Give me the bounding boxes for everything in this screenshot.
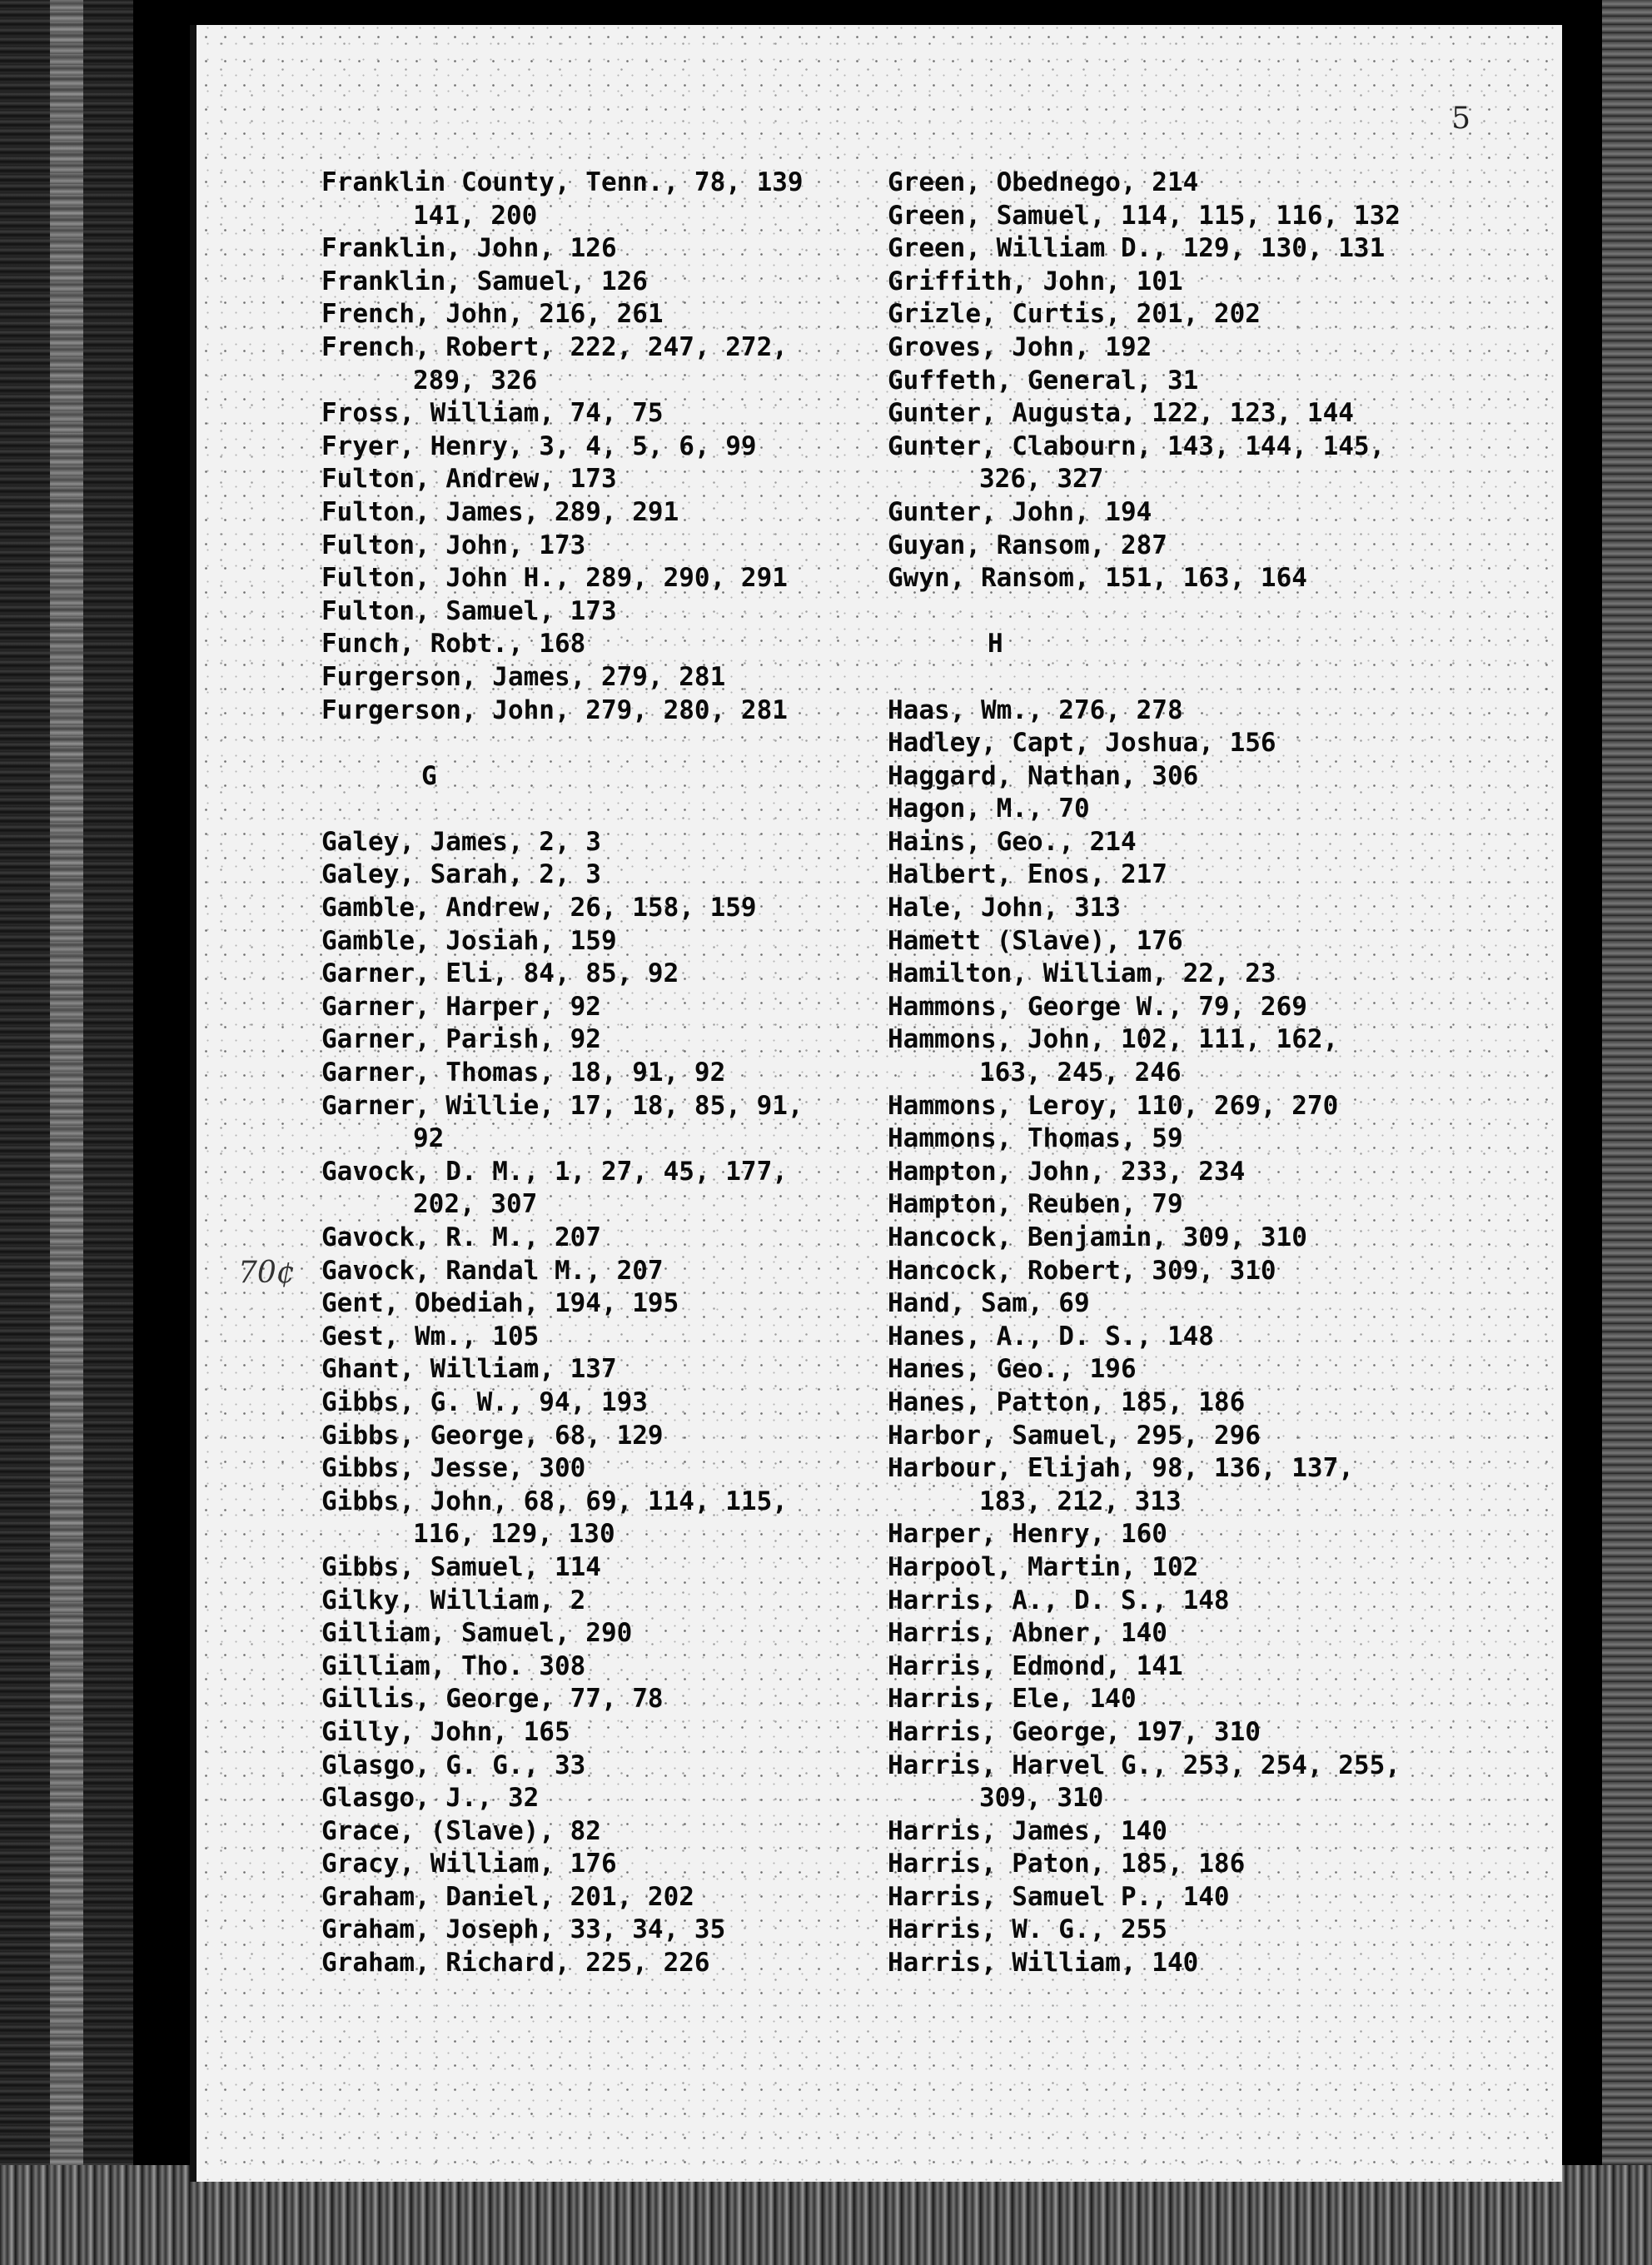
index-entry-text: Furgerson, John, 279, 280, 281 [321,694,788,725]
index-entry-text: Gilliam, Samuel, 290 [321,1618,633,1649]
index-entry-text: Harris, James, 140 [888,1815,1167,1846]
index-entry-text: Gibbs, Samuel, 114 [321,1551,601,1582]
index-entry [321,1321,871,1354]
index-entry [321,892,871,925]
index-entry [321,925,871,958]
index-entry-text: Grizle, Curtis, 201, 202 [888,299,1261,330]
index-entry-text: Harris, Edmond, 141 [888,1650,1183,1681]
index-entry [321,232,871,266]
index-entry-text: Fryer, Henry, 3, 4, 5, 6, 99 [321,431,757,461]
index-entry-text: Hains, Geo., 214 [888,826,1137,857]
index-entry-text: French, John, 216, 261 [321,299,664,330]
margin-handwritten-note: 70¢ [238,1256,296,1290]
index-entry-text: Hammons, John, 102, 111, 162, [888,1024,1339,1055]
index-page [190,25,1562,2182]
index-entry-text: Fulton, John, 173 [321,530,586,560]
index-entry [321,1750,871,1783]
index-entry-text: Gavock, R. M., 207 [321,1222,601,1252]
section-letter-h: H [988,629,1003,660]
index-entry [888,365,1504,398]
index-entry-text: Gamble, Josiah, 159 [321,925,617,956]
index-entry-text: Gavock, Randal M., 207 [321,1255,664,1286]
index-entry [888,562,1504,595]
index-entry [321,1947,871,1980]
index-entry [888,496,1504,530]
index-entry [321,694,871,728]
index-entry-continuation: 183, 212, 313 [979,1486,1182,1516]
index-entry [888,331,1504,365]
index-entry-text: Haas, Wm., 276, 278 [888,694,1183,725]
index-entry-text: Hagon, M., 70 [888,794,1090,824]
index-entry-text: Graham, Richard, 225, 226 [321,1948,710,1979]
index-entry-text: Harris, A., D. S., 148 [888,1585,1230,1615]
index-entry-continuation: 141, 200 [413,200,538,231]
index-entry-text: Gibbs, George, 68, 129 [321,1420,664,1451]
index-entry [888,397,1504,431]
section-gap [888,595,1504,629]
index-entry-text: Gillis, George, 77, 78 [321,1684,664,1715]
index-entry [888,1750,1504,1815]
index-entry-text: Gest, Wm., 105 [321,1321,540,1352]
index-entry-text: Harris, Ele, 140 [888,1684,1137,1715]
index-entry [321,562,871,595]
index-entry-text: Harris, George, 197, 310 [888,1716,1261,1747]
index-column-left [321,167,871,1980]
section-gap [888,661,1504,694]
index-entry [321,1222,871,1255]
index-entry-text: Hammons, George W., 79, 269 [888,991,1307,1022]
index-entry [888,892,1504,925]
index-entry [888,431,1504,496]
index-entry [888,1551,1504,1585]
index-entry [888,1188,1504,1222]
index-entry [888,1255,1504,1288]
section-gap [321,793,871,826]
index-entry-text: Gwyn, Ransom, 151, 163, 164 [888,563,1307,594]
index-entry-text: Gunter, Augusta, 122, 123, 144 [888,398,1354,429]
index-entry-continuation: 202, 307 [413,1189,538,1220]
index-entry [321,1386,871,1420]
index-entry-text: Furgerson, James, 279, 281 [321,661,726,692]
index-entry [321,167,871,232]
index-entry-text: Garner, Parish, 92 [321,1024,601,1055]
index-entry-text: Harris, William, 140 [888,1948,1199,1979]
index-entry [888,1617,1504,1650]
index-entry [321,1420,871,1453]
index-entry [321,1848,871,1881]
index-entry [888,1386,1504,1420]
index-entry-text: Gunter, John, 194 [888,496,1152,527]
index-entry [321,595,871,629]
index-column-right [888,167,1504,1980]
index-entry-text: Haggard, Nathan, 306 [888,760,1199,791]
index-entry-continuation: 326, 327 [979,464,1104,495]
index-entry [321,397,871,431]
index-entry-text: Glasgo, J., 32 [321,1783,540,1814]
index-entry [321,298,871,331]
index-entry-text: Harper, Henry, 160 [888,1519,1167,1550]
index-entry [888,793,1504,826]
index-entry [888,1353,1504,1386]
index-entry [321,1650,871,1684]
section-letter-g: G [421,760,437,791]
index-entry-text: Gamble, Andrew, 26, 158, 159 [321,893,757,923]
index-entry [888,1156,1504,1189]
index-entry-text: Harris, Harvel G., 253, 254, 255, [888,1750,1401,1780]
index-entry-text: Garner, Thomas, 18, 91, 92 [321,1058,726,1088]
index-entry-text: Fulton, John H., 289, 290, 291 [321,563,788,594]
index-entry-text: Glasgo, G. G., 33 [321,1750,586,1780]
index-entry [321,431,871,464]
index-entry-continuation: 92 [413,1123,445,1154]
index-entry [321,1057,871,1090]
index-entry-text: Hale, John, 313 [888,893,1121,923]
index-entry-text: Gilliam, Tho. 308 [321,1650,586,1681]
index-entry [888,266,1504,299]
index-entry [888,1585,1504,1618]
index-entry [321,1782,871,1815]
index-entry [321,266,871,299]
index-entry [888,1222,1504,1255]
index-entry-text: Graham, Joseph, 33, 34, 35 [321,1914,726,1945]
index-entry [321,661,871,694]
index-entry [321,1287,871,1321]
index-entry [888,826,1504,859]
index-entry-text: Hanes, Geo., 196 [888,1354,1137,1385]
index-entry [888,1914,1504,1947]
index-entry [888,1683,1504,1716]
index-entry-text: Hammons, Thomas, 59 [888,1123,1183,1154]
index-entry [321,1486,871,1551]
index-entry [888,530,1504,563]
index-entry-continuation: 289, 326 [413,365,538,396]
index-entry-text: Franklin, John, 126 [321,233,617,264]
index-entry-text: Gunter, Clabourn, 143, 144, 145, [888,431,1386,461]
index-entry [888,1518,1504,1551]
index-entry [321,628,871,661]
index-entry-text: Fulton, Samuel, 173 [321,595,617,626]
index-entry-text: Garner, Eli, 84, 85, 92 [321,958,679,989]
index-entry [888,1123,1504,1156]
index-entry-text: Hancock, Robert, 309, 310 [888,1255,1276,1286]
index-entry-text: Gilky, William, 2 [321,1585,586,1615]
index-entry-text: Hanes, Patton, 185, 186 [888,1386,1246,1417]
index-entry-text: Fulton, James, 289, 291 [321,496,679,527]
index-entry [321,1023,871,1057]
index-entry-text: Groves, John, 192 [888,331,1152,362]
index-entry-text: Harbour, Elijah, 98, 136, 137, [888,1453,1354,1484]
index-entry-text: Harris, Samuel P., 140 [888,1881,1230,1912]
index-entry-text: Harbor, Samuel, 295, 296 [888,1420,1261,1451]
index-entry [888,1881,1504,1914]
index-entry [888,1287,1504,1321]
section-gap [321,727,871,760]
index-entry [888,1650,1504,1684]
index-entry [888,167,1504,200]
index-entry-text: Harris, Paton, 185, 186 [888,1849,1246,1879]
index-entry-text: Hadley, Capt, Joshua, 156 [888,728,1276,759]
index-entry-text: Funch, Robt., 168 [321,629,586,660]
index-entry-text: Harris, W. G., 255 [888,1914,1167,1945]
index-entry-text: Gracy, William, 176 [321,1849,617,1879]
index-entry [321,1881,871,1914]
index-entry [321,530,871,563]
index-entry [888,958,1504,991]
index-entry-text: Fulton, Andrew, 173 [321,464,617,495]
index-entry [888,694,1504,728]
index-entry [321,1815,871,1849]
scan-edge-right [1602,0,1652,2265]
index-entry [888,925,1504,958]
index-entry-text: Gilly, John, 165 [321,1716,570,1747]
index-entry-text: Hampton, John, 233, 234 [888,1156,1246,1187]
index-entry-text: Galey, Sarah, 2, 3 [321,859,601,890]
index-entry-text: Green, William D., 129, 130, 131 [888,233,1386,264]
index-entry [321,1156,871,1222]
index-entry-text: Halbert, Enos, 217 [888,859,1167,890]
index-entry [321,331,871,397]
index-entry-text: Hamilton, William, 22, 23 [888,958,1276,989]
index-entry-text: Fross, William, 74, 75 [321,398,664,429]
index-entry-text: Gavock, D. M., 1, 27, 45, 177, [321,1156,788,1187]
index-entry [888,760,1504,794]
index-entry-text: Gibbs, G. W., 94, 193 [321,1386,648,1417]
index-entry-text: Harpool, Martin, 102 [888,1551,1199,1582]
index-entry-text: Hancock, Benjamin, 309, 310 [888,1222,1307,1252]
index-entry [888,1716,1504,1750]
index-entry [888,1023,1504,1089]
index-entry [888,991,1504,1024]
index-entry-continuation: 309, 310 [979,1783,1104,1814]
index-entry [888,1815,1504,1849]
index-entry [321,958,871,991]
index-entry [888,232,1504,266]
index-entry-text: Green, Samuel, 114, 115, 116, 132 [888,200,1401,231]
index-entry-text: Ghant, William, 137 [321,1354,617,1385]
index-entry-text: Griffith, John, 101 [888,266,1183,296]
index-entry [321,1353,871,1386]
index-entry-text: French, Robert, 222, 247, 272, [321,331,788,362]
index-entry [888,859,1504,892]
index-entry [888,1848,1504,1881]
index-entry-text: Gent, Obediah, 194, 195 [321,1288,679,1319]
index-entry-text: Garner, Harper, 92 [321,991,601,1022]
index-entry [321,1617,871,1650]
index-entry-text: Grace, (Slave), 82 [321,1815,601,1846]
index-entry [888,298,1504,331]
index-entry [321,1716,871,1750]
index-entry-text: Guffeth, General, 31 [888,365,1199,396]
index-entry [321,1551,871,1585]
index-entry-text: Gibbs, John, 68, 69, 114, 115, [321,1486,788,1516]
index-entry [321,1452,871,1486]
index-entry-text: Hammons, Leroy, 110, 269, 270 [888,1090,1339,1121]
index-entry [888,1452,1504,1518]
index-entry-text: Hamett (Slave), 176 [888,925,1183,956]
index-entry-text: Galey, James, 2, 3 [321,826,601,857]
index-entry [888,727,1504,760]
index-entry-text: Gibbs, Jesse, 300 [321,1453,586,1484]
index-entry-text: Guyan, Ransom, 287 [888,530,1167,560]
index-entry [321,1090,871,1156]
index-entry-text: Graham, Daniel, 201, 202 [321,1881,694,1912]
index-entry-text: Hampton, Reuben, 79 [888,1189,1183,1220]
index-entry [321,496,871,530]
index-entry [321,463,871,496]
index-entry [321,1914,871,1947]
scan-edge-left-highlight [50,0,83,2265]
index-entry-text: Harris, Abner, 140 [888,1618,1167,1649]
index-entry [321,1683,871,1716]
index-entry [888,1090,1504,1123]
index-entry [888,1321,1504,1354]
index-entry [321,826,871,859]
page-number: 5 [1451,102,1470,136]
index-entry [321,991,871,1024]
index-entry [888,200,1504,233]
index-entry [888,1947,1504,1980]
index-entry-text: Green, Obednego, 214 [888,167,1199,197]
index-entry [888,1420,1504,1453]
index-entry-text: Garner, Willie, 17, 18, 85, 91, [321,1090,804,1121]
index-entry [321,1255,871,1288]
index-entry-text: Hanes, A., D. S., 148 [888,1321,1214,1352]
index-entry-text: Hand, Sam, 69 [888,1288,1090,1319]
index-entry-text: Franklin County, Tenn., 78, 139 [321,167,804,197]
index-entry-continuation: 116, 129, 130 [413,1519,615,1550]
index-entry [321,859,871,892]
index-entry-text: Franklin, Samuel, 126 [321,266,648,296]
index-entry [321,1585,871,1618]
index-entry-continuation: 163, 245, 246 [979,1058,1182,1088]
